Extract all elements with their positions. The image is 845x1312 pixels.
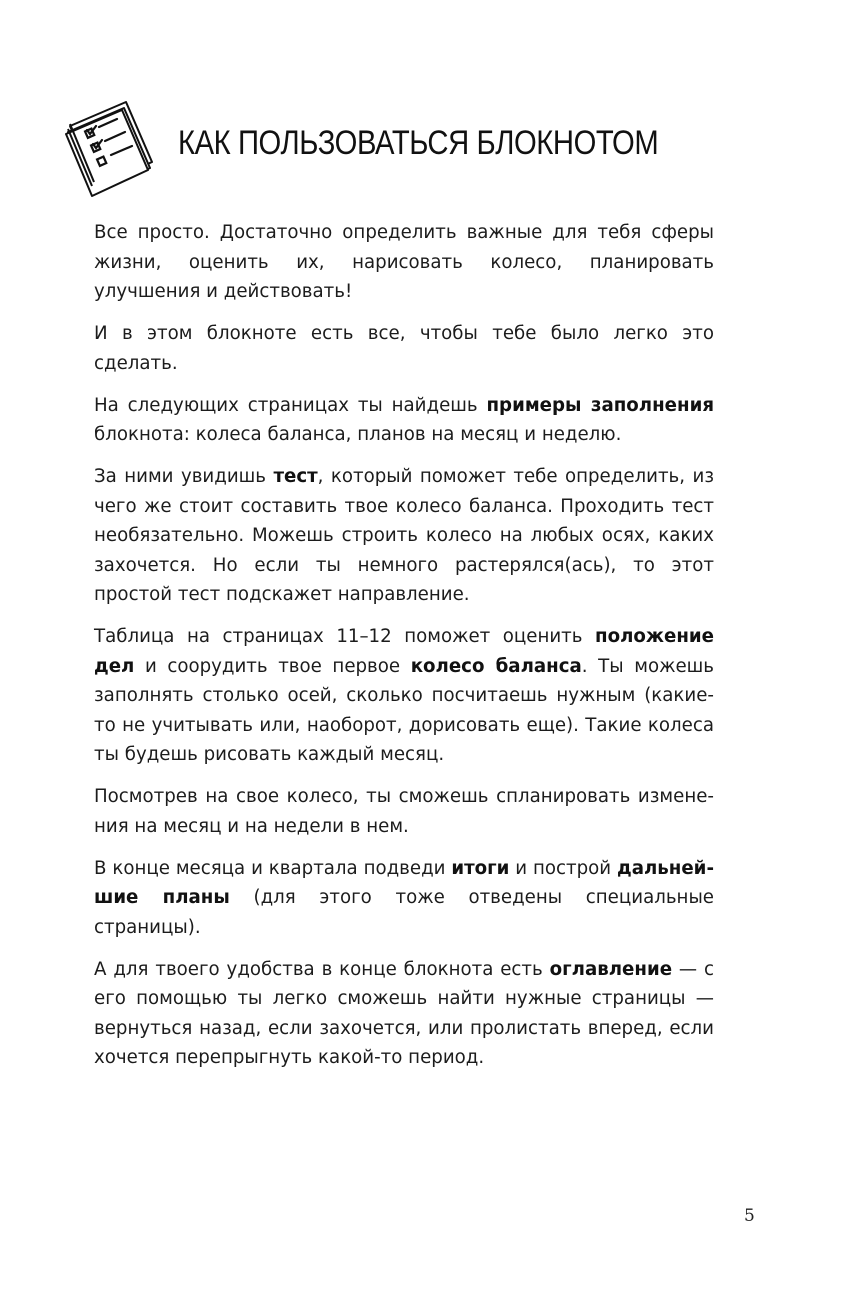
text-run: И в этом блокноте есть все, чтобы тебе было легко это сделать. [94, 323, 714, 374]
paragraph [94, 391, 714, 450]
text-run: (для этого тоже отведены специальные страницы). [94, 887, 714, 938]
bold-term: примеры заполнения [486, 394, 714, 416]
bold-term: положение дел [94, 626, 714, 677]
paragraph [94, 782, 714, 841]
text-run: На следующих страницах ты найдешь [94, 394, 487, 416]
text-run: и соорудить твое первое [134, 655, 411, 677]
bold-term: итоги [451, 857, 510, 879]
text-run: блокнота: колеса баланса, планов на месяц и неделю. [94, 424, 622, 445]
bold-term: колесо баланса [410, 655, 582, 677]
paragraph [94, 319, 714, 378]
text-run: А для твоего удобства в конце блокнота есть [94, 958, 550, 980]
bold-term: тест [273, 466, 318, 487]
text-run: — с его помощью ты легко сможешь найти нужные страницы — вернуться назад, если захочется, или пролистать вперед, если хочется перепрыгнуть какой-то период. [94, 958, 715, 1068]
text-run: Все просто. Достаточно определить важные для тебя сферы жизни, оценить их, нарисовать колесо, планировать улучшения и действовать! [94, 222, 714, 302]
page-title: КАК ПОЛЬЗОВАТЬСЯ БЛОКНОТОМ [178, 124, 659, 162]
text-run: В конце месяца и квартала подведи [94, 857, 452, 879]
paragraph [94, 955, 714, 1073]
text-run: , который поможет тебе определить, из чего же стоит составить твое колесо баланса. Проходить тест необязательно. Можешь строить колесо на любых осях, каких захочется. Но если ты немного растерялся(ась), то этот простой тест подскажет направление. [94, 466, 714, 605]
text-run: и построй [509, 857, 617, 879]
text-run: Посмотрев на свое колесо, ты сможешь спланировать изменения на месяц и на недели в нем. [94, 786, 714, 837]
page-number: 5 [744, 1206, 755, 1226]
bold-term: дальнейшие планы [94, 857, 714, 908]
notepad-checklist-icon [62, 96, 162, 200]
text-run: За ними увидишь [94, 466, 274, 487]
paragraph [94, 854, 714, 943]
paragraph [94, 218, 714, 307]
bold-term: оглавление [549, 958, 673, 980]
page-header [62, 96, 762, 206]
paragraph [94, 462, 714, 610]
paragraph [94, 622, 714, 770]
body-text [94, 218, 714, 1085]
text-run: Таблица на страницах 11–12 поможет оценить [94, 626, 596, 647]
text-run: . Ты можешь заполнять столько осей, сколько посчитаешь нужным (какие-то не учитывать или, наоборот, дорисовать еще). Такие колеса ты будешь рисовать каждый месяц. [94, 655, 715, 765]
